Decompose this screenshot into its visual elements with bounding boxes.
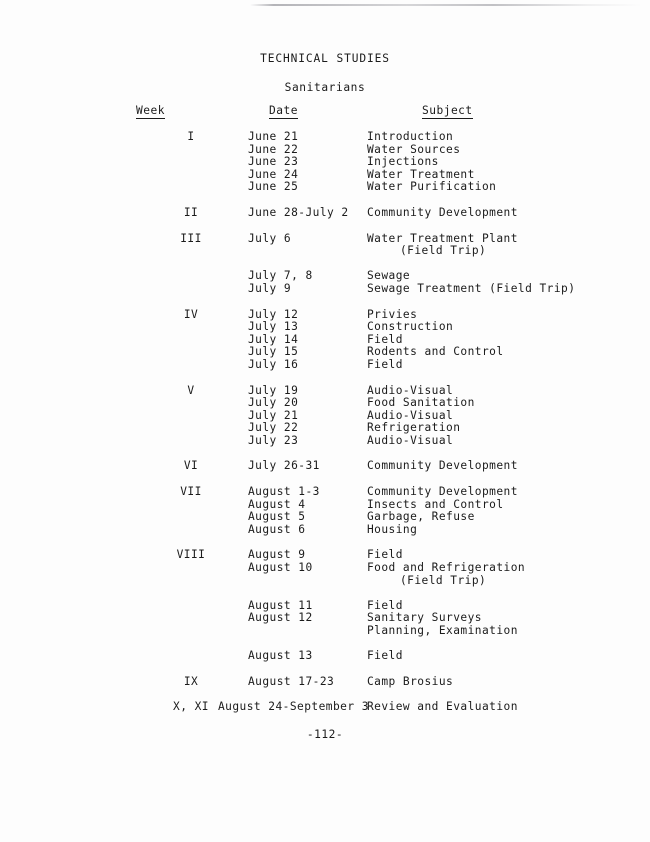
week-block bbox=[0, 676, 650, 689]
table-row bbox=[0, 245, 650, 258]
week-number: X, XI bbox=[173, 700, 209, 714]
schedule-date: August 1-3 bbox=[248, 485, 320, 499]
table-row bbox=[0, 600, 650, 613]
schedule-date: August 9 bbox=[248, 548, 306, 562]
table-row bbox=[0, 169, 650, 182]
table-row bbox=[0, 701, 650, 714]
schedule-subject: Privies bbox=[367, 307, 418, 321]
schedule-date: August 5 bbox=[248, 510, 306, 524]
week-block bbox=[0, 549, 650, 662]
schedule-subject: Garbage, Refuse bbox=[367, 510, 475, 524]
schedule-table bbox=[0, 131, 650, 727]
table-row bbox=[0, 207, 650, 220]
table-row bbox=[0, 486, 650, 499]
schedule-subject: Construction bbox=[367, 320, 454, 334]
schedule-date: August 11 bbox=[248, 598, 313, 612]
schedule-date: July 14 bbox=[248, 332, 299, 346]
schedule-date: June 21 bbox=[248, 130, 299, 143]
table-row bbox=[0, 410, 650, 423]
schedule-subject: Insects and Control bbox=[367, 497, 504, 511]
schedule-subject: (Field Trip) bbox=[400, 573, 487, 587]
table-row bbox=[0, 156, 650, 169]
table-row bbox=[0, 385, 650, 398]
schedule-date: August 17-23 bbox=[248, 674, 335, 688]
schedule-date: June 23 bbox=[248, 155, 299, 169]
schedule-subject: Planning, Examination bbox=[367, 624, 518, 637]
schedule-date: July 19 bbox=[248, 383, 299, 397]
schedule-subject: (Field Trip) bbox=[400, 244, 487, 258]
week-number: IV bbox=[183, 307, 199, 321]
schedule-subject: Food and Refrigeration bbox=[367, 561, 526, 575]
schedule-subject: Water Sources bbox=[367, 142, 461, 156]
week-block bbox=[0, 486, 650, 536]
week-block bbox=[0, 233, 650, 296]
schedule-date: July 16 bbox=[248, 357, 299, 371]
schedule-subject: Camp Brosius bbox=[367, 674, 454, 688]
week-block bbox=[0, 309, 650, 372]
table-row bbox=[0, 346, 650, 359]
row-spacer bbox=[0, 638, 650, 651]
week-block bbox=[0, 460, 650, 473]
week-number: IX bbox=[183, 674, 199, 688]
schedule-subject: Sewage Treatment (Field Trip) bbox=[367, 281, 576, 295]
table-row bbox=[0, 549, 650, 562]
table-row bbox=[0, 422, 650, 435]
schedule-subject: Field bbox=[367, 332, 403, 346]
schedule-subject: Audio-Visual bbox=[367, 408, 454, 422]
schedule-subject: Field bbox=[367, 598, 403, 612]
schedule-date: August 13 bbox=[248, 649, 313, 663]
table-row bbox=[0, 460, 650, 473]
schedule-subject: Injections bbox=[367, 155, 439, 169]
row-spacer bbox=[0, 587, 650, 600]
page-number: -112- bbox=[306, 728, 344, 741]
schedule-subject: Housing bbox=[367, 522, 418, 536]
table-row bbox=[0, 131, 650, 144]
column-header-week: Week bbox=[136, 104, 165, 117]
table-row bbox=[0, 435, 650, 448]
table-row bbox=[0, 181, 650, 194]
schedule-date: July 7, 8 bbox=[248, 269, 313, 283]
schedule-date: July 9 bbox=[248, 281, 292, 295]
table-row bbox=[0, 676, 650, 689]
schedule-subject: Sanitary Surveys bbox=[367, 611, 482, 625]
schedule-date: July 13 bbox=[248, 320, 299, 334]
column-header-subject: Subject bbox=[422, 104, 473, 117]
schedule-subject: Sewage bbox=[367, 269, 411, 283]
schedule-subject: Water Treatment bbox=[367, 167, 475, 181]
schedule-subject: Water Purification bbox=[367, 180, 497, 194]
schedule-date: August 10 bbox=[248, 561, 313, 575]
table-row bbox=[0, 562, 650, 575]
schedule-subject: Field bbox=[367, 548, 403, 562]
week-number: II bbox=[183, 205, 199, 219]
table-row bbox=[0, 612, 650, 625]
schedule-subject: Introduction bbox=[367, 130, 454, 143]
schedule-date: August 6 bbox=[248, 522, 306, 536]
table-row bbox=[0, 309, 650, 322]
schedule-date: June 24 bbox=[248, 167, 299, 181]
schedule-date: July 23 bbox=[248, 433, 299, 447]
column-header-row bbox=[0, 104, 650, 120]
schedule-subject: Rodents and Control bbox=[367, 345, 504, 359]
schedule-subject: Food Sanitation bbox=[367, 396, 475, 410]
week-number: V bbox=[187, 383, 195, 397]
schedule-date: July 12 bbox=[248, 307, 299, 321]
week-number: VII bbox=[180, 485, 202, 499]
week-number: VI bbox=[183, 459, 199, 473]
week-number: I bbox=[187, 130, 195, 143]
schedule-subject: Community Development bbox=[367, 485, 518, 499]
table-row bbox=[0, 625, 650, 638]
schedule-subject: Review and Evaluation bbox=[367, 700, 518, 714]
schedule-date: June 28-July 2 bbox=[248, 205, 349, 219]
table-row bbox=[0, 499, 650, 512]
schedule-subject: Refrigeration bbox=[367, 421, 461, 435]
table-row bbox=[0, 397, 650, 410]
schedule-subject: Water Treatment Plant bbox=[367, 231, 518, 245]
table-row bbox=[0, 283, 650, 296]
week-block bbox=[0, 207, 650, 220]
table-row bbox=[0, 575, 650, 588]
table-row bbox=[0, 524, 650, 537]
week-block bbox=[0, 131, 650, 194]
table-row bbox=[0, 233, 650, 246]
table-row bbox=[0, 334, 650, 347]
schedule-subject: Community Development bbox=[367, 205, 518, 219]
page-subtitle: Sanitarians bbox=[284, 81, 366, 94]
table-row bbox=[0, 359, 650, 372]
schedule-date: August 4 bbox=[248, 497, 306, 511]
week-number: III bbox=[180, 231, 202, 245]
table-row bbox=[0, 321, 650, 334]
schedule-subject: Audio-Visual bbox=[367, 383, 454, 397]
schedule-date: July 21 bbox=[248, 408, 299, 422]
table-row bbox=[0, 650, 650, 663]
schedule-date: July 20 bbox=[248, 396, 299, 410]
page-title: TECHNICAL STUDIES bbox=[260, 52, 390, 65]
row-spacer bbox=[0, 258, 650, 271]
schedule-date: June 22 bbox=[248, 142, 299, 156]
table-row bbox=[0, 144, 650, 157]
scan-edge-artifact bbox=[250, 4, 642, 6]
schedule-date: June 25 bbox=[248, 180, 299, 194]
schedule-subject: Field bbox=[367, 649, 403, 663]
schedule-date: July 6 bbox=[248, 231, 292, 245]
schedule-date: August 12 bbox=[248, 611, 313, 625]
week-block bbox=[0, 701, 650, 714]
schedule-date: August 24-September 3 bbox=[218, 700, 369, 714]
week-number: VIII bbox=[176, 548, 206, 562]
schedule-date: July 22 bbox=[248, 421, 299, 435]
schedule-subject: Audio-Visual bbox=[367, 433, 454, 447]
schedule-date: July 26-31 bbox=[248, 459, 320, 473]
schedule-date: July 15 bbox=[248, 345, 299, 359]
schedule-subject: Field bbox=[367, 357, 403, 371]
table-row bbox=[0, 511, 650, 524]
schedule-subject: Community Development bbox=[367, 459, 518, 473]
column-header-date: Date bbox=[269, 104, 298, 117]
week-block bbox=[0, 385, 650, 448]
